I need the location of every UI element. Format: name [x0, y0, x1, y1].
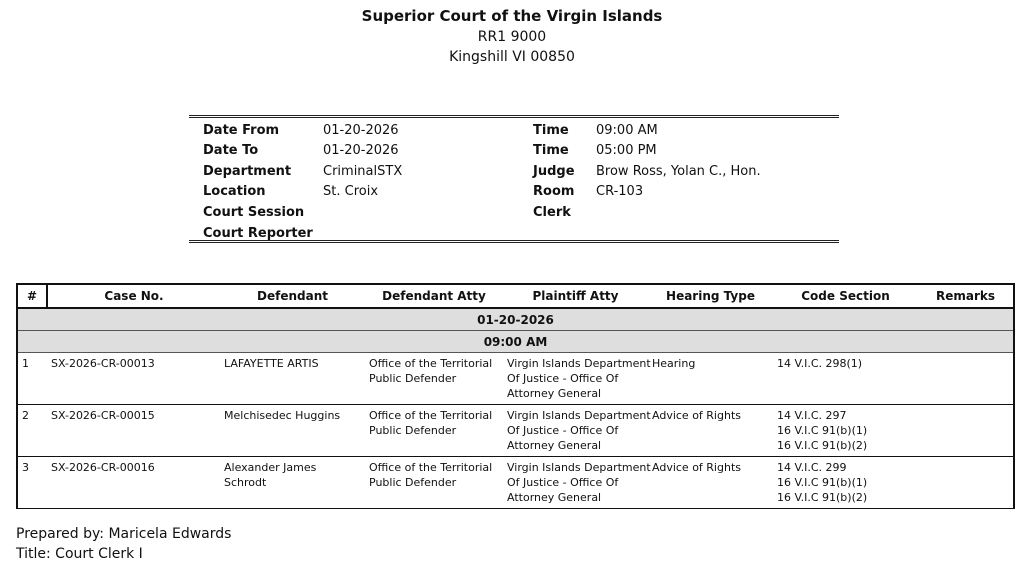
defendant-atty: [365, 353, 503, 405]
department-value: CriminalSTX: [323, 164, 403, 179]
col-header-defendant-atty: Defendant Atty: [365, 284, 503, 308]
code-section-line: 14 V.I.C. 299: [777, 461, 847, 474]
plaintiff-atty-line: Attorney General: [507, 439, 602, 452]
plaintiff-atty-line: Attorney General: [507, 387, 602, 400]
session-info-box: [189, 115, 839, 243]
plaintiff-atty: [503, 353, 651, 405]
defendant: LAFAYETTE ARTIS: [220, 353, 365, 405]
room-value: CR-103: [596, 184, 644, 199]
plaintiff-atty-line: Virgin Islands Department: [507, 409, 651, 422]
prepared-by: Prepared by: Maricela Edwards: [16, 526, 232, 542]
court-session-label: Court Session: [203, 205, 305, 220]
code-section: [773, 353, 918, 405]
col-header-num: #: [17, 284, 47, 308]
plaintiff-atty: [503, 457, 651, 509]
judge-label: Judge: [533, 164, 575, 179]
plaintiff-atty-line: Virgin Islands Department: [507, 461, 651, 474]
date-to-value: 01-20-2026: [323, 143, 399, 158]
date-to-label: Date To: [203, 143, 259, 158]
row-num: 1: [17, 353, 47, 405]
code-section-line: 16 V.I.C 91(b)(1): [777, 476, 868, 489]
defendant: Melchisedec Huggins: [220, 405, 365, 457]
defendant-atty-line: Office of the Territorial: [369, 409, 493, 422]
col-header-remarks: Remarks: [918, 284, 1014, 308]
remarks: [918, 405, 1014, 457]
defendant-atty-line: Office of the Territorial: [369, 357, 493, 370]
room-label: Room: [533, 184, 575, 199]
calendar-table: [16, 283, 1015, 509]
table-row: [17, 457, 1014, 509]
col-header-plaintiff-atty: Plaintiff Atty: [503, 284, 648, 308]
row-num: 3: [17, 457, 47, 509]
code-section: [773, 457, 918, 509]
court-address: RR1 9000: [477, 29, 547, 45]
code-section-line: 16 V.I.C 91(b)(1): [777, 424, 868, 437]
court-name: Superior Court of the Virgin Islands: [361, 7, 663, 25]
col-header-case-no: Case No.: [47, 284, 220, 308]
row-num: 2: [17, 405, 47, 457]
case-no: SX-2026-CR-00016: [47, 457, 220, 509]
defendant-atty-line: Public Defender: [369, 424, 457, 437]
preparer-title: Title: Court Clerk I: [16, 546, 143, 562]
date-from-value: 01-20-2026: [323, 123, 399, 138]
time-from-label: Time: [533, 123, 569, 138]
table-header-row: [17, 284, 1014, 308]
department-label: Department: [203, 164, 292, 179]
defendant-atty-line: Public Defender: [369, 372, 457, 385]
location-value: St. Croix: [323, 184, 379, 199]
defendant-atty-line: Public Defender: [369, 476, 457, 489]
hearing-type: Hearing: [648, 353, 773, 405]
code-section-line: 16 V.I.C 91(b)(2): [777, 491, 868, 504]
clerk-label: Clerk: [533, 205, 571, 220]
time-to-label: Time: [533, 143, 569, 158]
hearing-type: Advice of Rights: [648, 405, 773, 457]
case-no: SX-2026-CR-00013: [47, 353, 220, 405]
judge-value: Brow Ross, Yolan C., Hon.: [596, 164, 761, 179]
plaintiff-atty-line: Virgin Islands Department: [507, 357, 651, 370]
date-group-label: 01-20-2026: [17, 308, 1014, 331]
table-row: [17, 405, 1014, 457]
hearing-type: Advice of Rights: [648, 457, 773, 509]
plaintiff-atty-line: Of Justice - Office Of: [507, 424, 619, 437]
col-header-defendant: Defendant: [220, 284, 365, 308]
table-row: [17, 353, 1014, 405]
location-label: Location: [203, 184, 266, 199]
remarks: [918, 353, 1014, 405]
court-city: Kingshill VI 00850: [449, 49, 575, 65]
case-no: SX-2026-CR-00015: [47, 405, 220, 457]
defendant-atty: [365, 405, 503, 457]
plaintiff-atty-line: Of Justice - Office Of: [507, 476, 619, 489]
defendant-atty-line: Office of the Territorial: [369, 461, 493, 474]
code-section: [773, 405, 918, 457]
defendant-atty: [365, 457, 503, 509]
time-to-value: 05:00 PM: [596, 143, 657, 158]
date-from-label: Date From: [203, 123, 280, 138]
col-header-code-section: Code Section: [773, 284, 918, 308]
remarks: [918, 457, 1014, 509]
defendant: Alexander James Schrodt: [220, 457, 365, 509]
plaintiff-atty-line: Attorney General: [507, 491, 602, 504]
time-group-label: 09:00 AM: [17, 331, 1014, 353]
time-from-value: 09:00 AM: [596, 123, 658, 138]
col-header-hearing-type: Hearing Type: [648, 284, 773, 308]
time-group-row: [17, 331, 1014, 353]
code-section-line: 14 V.I.C. 297: [777, 409, 847, 422]
plaintiff-atty: [503, 405, 651, 457]
code-section-line: 14 V.I.C. 298(1): [777, 357, 863, 370]
code-section-line: 16 V.I.C 91(b)(2): [777, 439, 868, 452]
court-reporter-label: Court Reporter: [203, 226, 313, 241]
date-group-row: [17, 308, 1014, 331]
plaintiff-atty-line: Of Justice - Office Of: [507, 372, 619, 385]
